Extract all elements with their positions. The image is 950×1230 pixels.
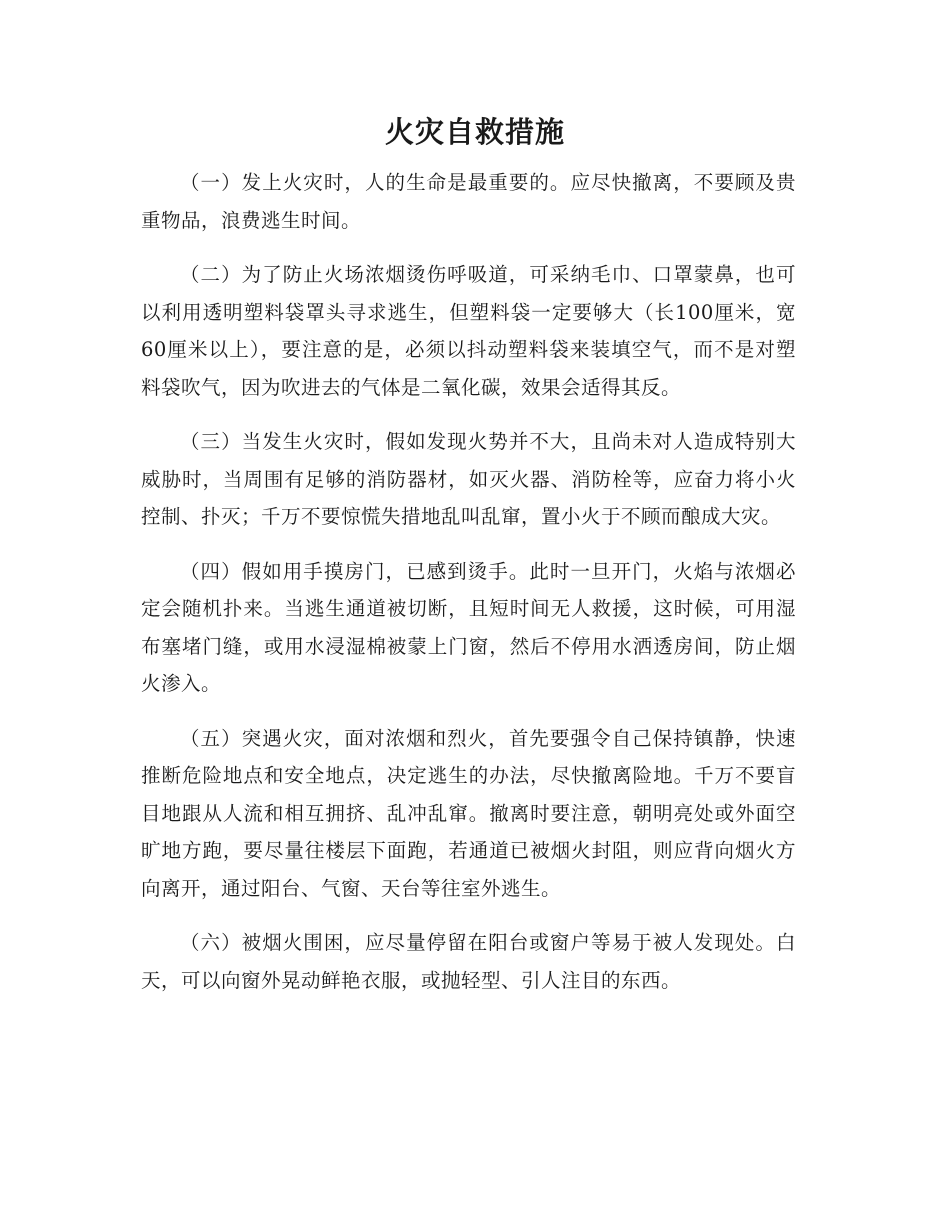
document-title: 火灾自救措施 [384, 115, 565, 149]
paragraph-3: （三）当发生火灾时，假如发现火势并不大，且尚未对人造成特别大威胁时，当周围有足够的消防器材，如灭火器、消防栓等，应奋力将小火控制、扑灭；千万不要惊慌失措地乱叫乱窜，置小火于不顾而酿成大灾。 [141, 430, 796, 528]
paragraph-2: （二）为了防止火场浓烟烫伤呼吸道，可采纳毛巾、口罩蒙鼻，也可以利用透明塑料袋罩头寻求逃生，但塑料袋一定要够大（长100厘米，宽60厘米以上），要注意的是，必须以抖动塑料袋来装填空气，而不是对塑料袋吹气，因为吹进去的气体是二氧化碳，效果会适得其反。 [141, 263, 796, 399]
paragraph-4: （四）假如用手摸房门，已感到烫手。此时一旦开门，火焰与浓烟必定会随机扑来。当逃生通道被切断，且短时间无人救援，这时候，可用湿布塞堵门缝，或用水浸湿棉被蒙上门窗，然后不停用水洒透房间，防止烟火渗入。 [141, 559, 796, 695]
paragraph-5: （五）突遇火灾，面对浓烟和烈火，首先要强令自己保持镇静，快速推断危险地点和安全地点，决定逃生的办法，尽快撤离险地。千万不要盲目地跟从人流和相互拥挤、乱冲乱窜。撤离时要注意，朝明亮处或外面空旷地方跑，要尽量往楼层下面跑，若通道已被烟火封阻，则应背向烟火方向离开，通过阳台、气窗、天台等往室外逃生。 [141, 726, 796, 900]
paragraph-6: （六）被烟火围困，应尽量停留在阳台或窗户等易于被人发现处。白天，可以向窗外晃动鲜艳衣服，或抛轻型、引人注目的东西。 [141, 931, 796, 992]
paragraph-1: （一）发上火灾时，人的生命是最重要的。应尽快撤离，不要顾及贵重物品，浪费逃生时间。 [141, 171, 796, 232]
document-body [141, 164, 796, 1016]
